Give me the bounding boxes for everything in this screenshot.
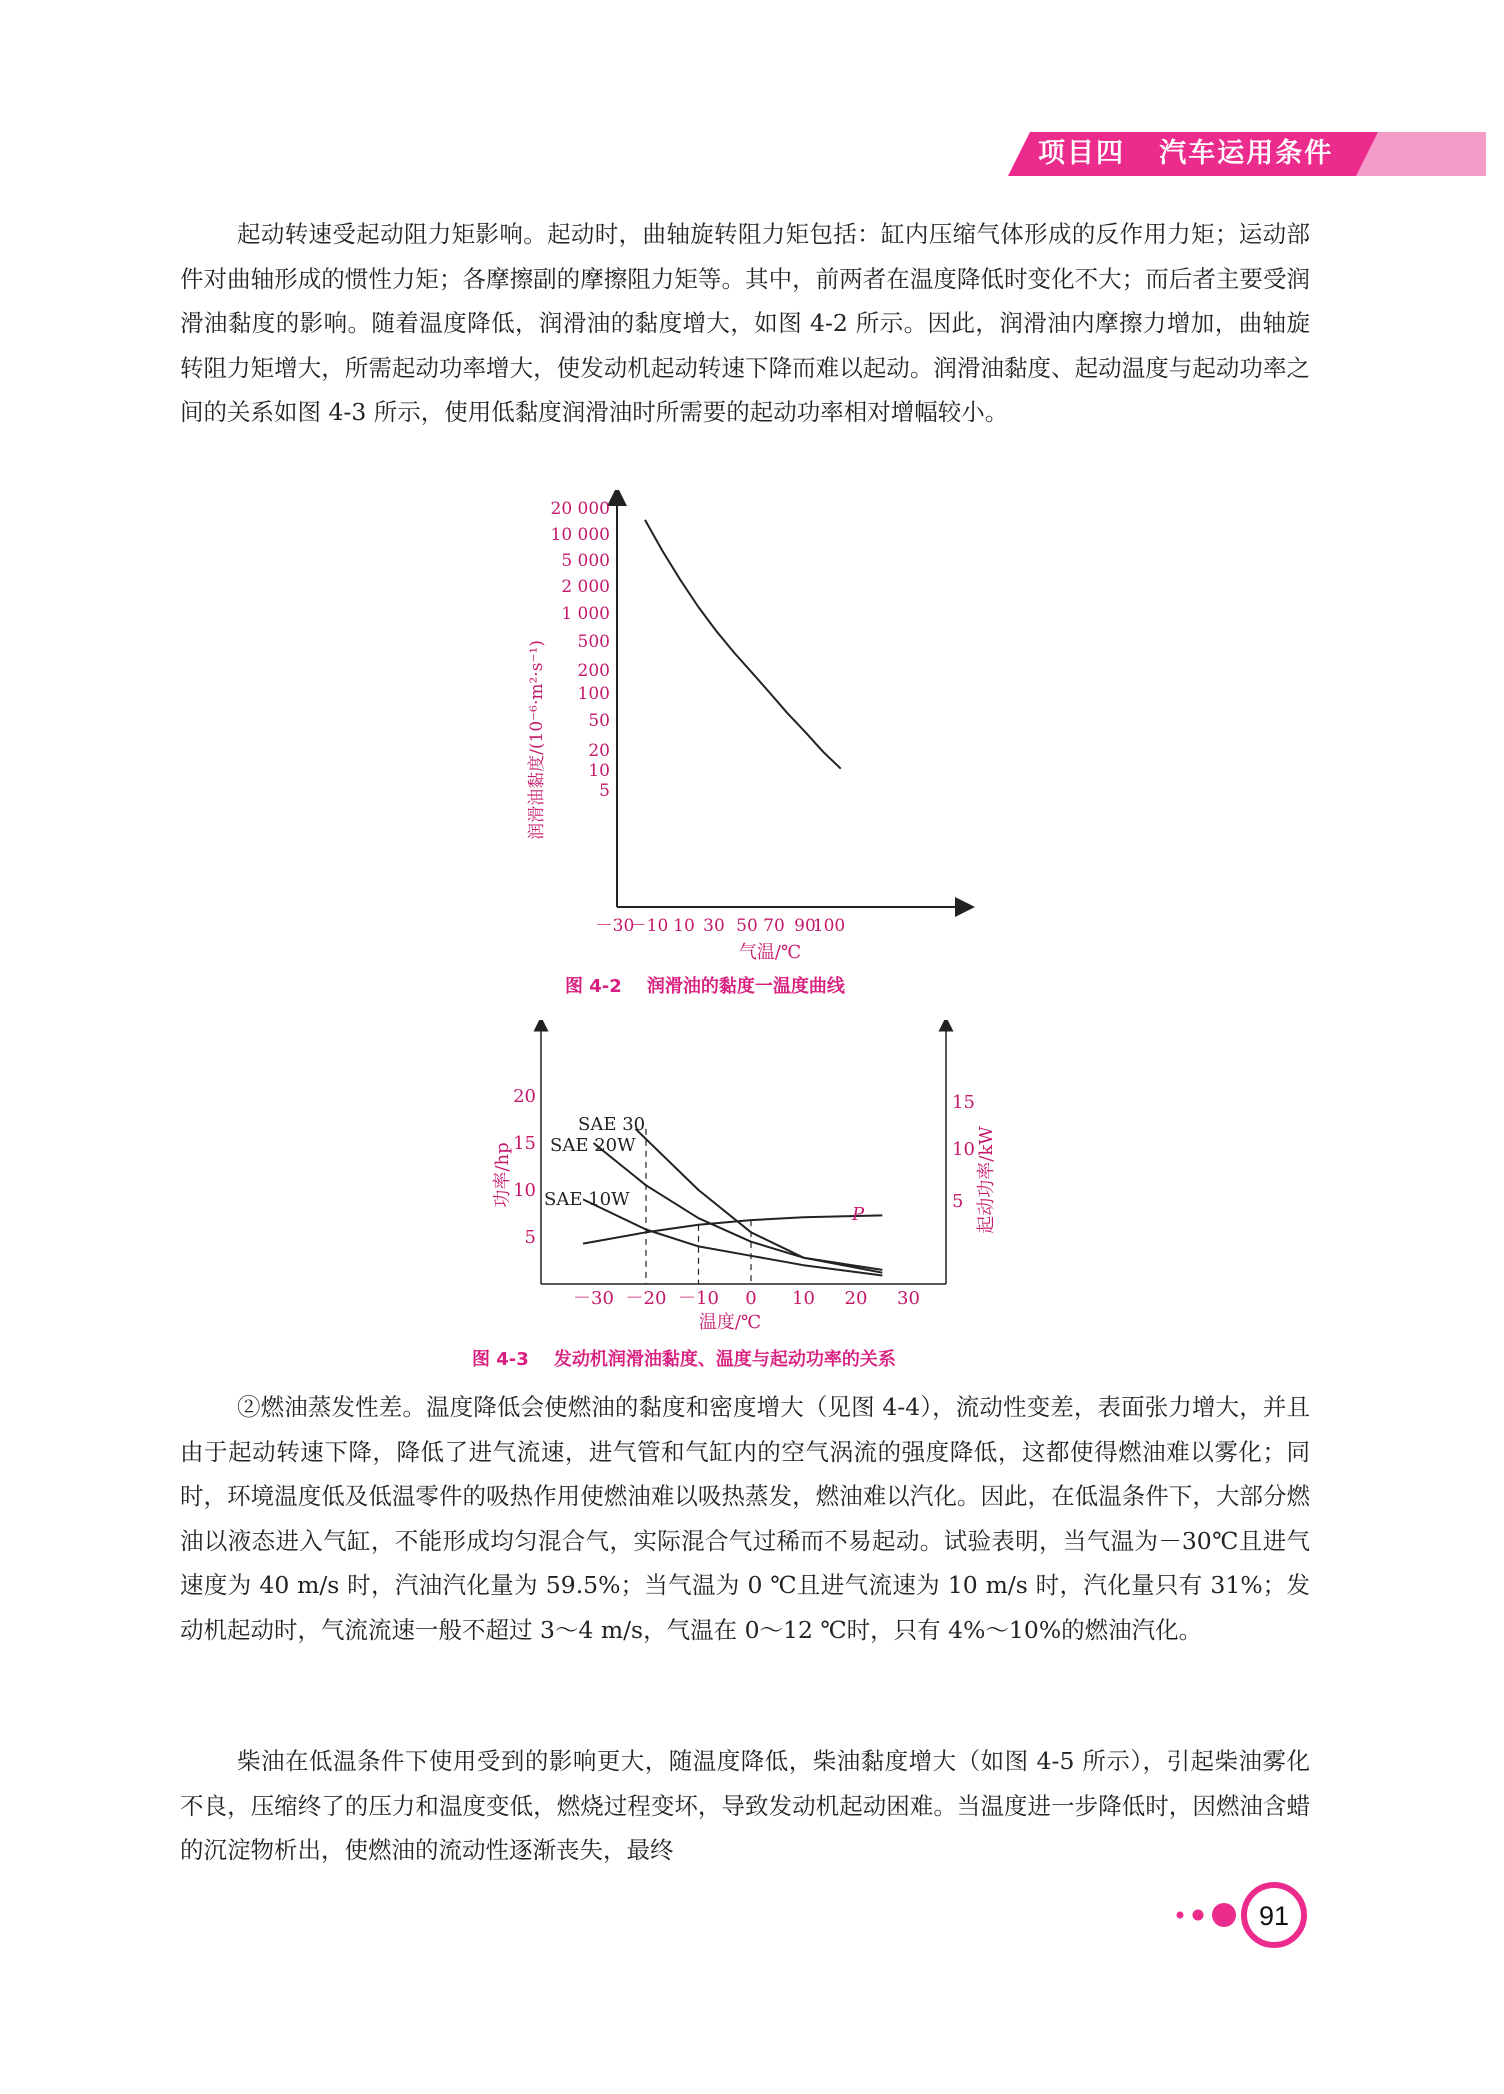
right-tick-label: 5 (952, 1191, 964, 1212)
paragraph-3: 柴油在低温条件下使用受到的影响更大，随温度降低，柴油黏度增大（如图 4-5 所示），引起柴油雾化不良，压缩终了的压力和温度变低，燃烧过程变坏，导致发动机起动困难。当温度进一步降低时，因燃油含蜡的沉淀物析出，使燃油的流动性逐渐丧失，最终 (180, 1747, 1310, 1864)
x-tick-label: －10 (678, 1288, 719, 1309)
paragraph-1: 起动转速受起动阻力矩影响。起动时，曲轴旋转阻力矩包括：缸内压缩气体形成的反作用力矩；运动部件对曲轴形成的惯性力矩；各摩擦副的摩擦阻力矩等。其中，前两者在温度降低时变化不大；而后者主要受润滑油黏度的影响。随着温度降低，润滑油的黏度增大，如图 4-2 所示。因此，润滑油内摩擦力增加，曲轴旋转阻力矩增大，所需起动功率增大，使发动机起动转速下降而难以起动。润滑油黏度、起动温度与起动功率之间的关系如图 4-3 所示，使用低黏度润滑油时所需要的起动功率相对增幅较小。 (180, 220, 1310, 426)
y-tick-label: 1 000 (561, 604, 610, 624)
decor-dot-small (1177, 1912, 1184, 1919)
right-tick-label: 10 (952, 1139, 975, 1160)
x-tick-label: 50 (736, 916, 758, 936)
x-tick-label: 0 (745, 1288, 757, 1309)
y-tick-label: 20 (588, 741, 610, 761)
y-tick-label: 10 (588, 761, 610, 781)
decor-dot-large (1212, 1903, 1236, 1927)
curve-p (583, 1215, 882, 1243)
y-tick-label: 200 (577, 661, 610, 681)
left-tick-label: 20 (513, 1086, 536, 1107)
x-tick-label: 90 (794, 916, 816, 936)
x-tick-label: 20 (844, 1288, 868, 1309)
right-y-axis-label: 起动功率/kW (976, 1126, 997, 1234)
x-tick-label: 70 (763, 916, 785, 936)
x-tick-label: －10 (629, 916, 669, 936)
x-tick-label: 100 (812, 916, 846, 936)
y-tick-label: 5 000 (561, 551, 610, 571)
x-axis-label: 气温/℃ (738, 942, 802, 963)
curve-label-p: P (852, 1204, 865, 1225)
x-tick-label: 30 (703, 916, 725, 936)
x-tick-label: －20 (625, 1288, 667, 1309)
left-tick-label: 5 (524, 1227, 536, 1248)
figure-4-3-caption: 图 4-3 发动机润滑油黏度、温度与起动功率的关系 (472, 1349, 896, 1370)
x-tick-label: 10 (673, 916, 695, 936)
left-tick-label: 15 (513, 1133, 536, 1154)
y-tick-label: 50 (588, 711, 610, 731)
x-tick-label: －30 (595, 916, 635, 936)
curve-label-sae10w: SAE 10W (544, 1189, 630, 1210)
curve-label-sae20w: SAE 20W (550, 1135, 636, 1156)
right-tick-label: 15 (952, 1092, 975, 1113)
y-tick-label: 5 (599, 781, 610, 801)
viscosity-curve (645, 520, 841, 769)
decor-dot-medium (1193, 1910, 1204, 1921)
x-axis-label: 温度/℃ (698, 1312, 762, 1333)
y-tick-label: 100 (577, 684, 610, 704)
page-number: 91 (1258, 1901, 1290, 1931)
x-tick-label: 30 (897, 1288, 920, 1309)
x-tick-label: 10 (792, 1288, 815, 1309)
curve-sae-30 (636, 1129, 883, 1270)
curve-label-sae30: SAE 30 (578, 1114, 646, 1135)
section-title: 项目四 汽车运用条件 (1038, 138, 1334, 169)
y-tick-label: 20 000 (550, 499, 610, 519)
paragraph-2: ②燃油蒸发性差。温度降低会使燃油的黏度和密度增大（见图 4-4），流动性变差，表面张力增大，并且由于起动转速下降，降低了进气流速，进气管和气缸内的空气涡流的强度降低，这都使得燃油难以雾化；同时，环境温度低及低温零件的吸热作用使燃油难以吸热蒸发，燃油难以汽化。因此，在低温条件下，大部分燃油以液态进入气缸，不能形成均匀混合气，实际混合气过稀而不易起动。试验表明，当气温为－30℃且进气速度为 40 m/s 时，汽油汽化量为 59.5%；当气温为 0 ℃且进气流速为 10 m/s 时，汽化量只有 31%；发动机起动时，气流流速一般不超过 3～4 m/s，气温在 0～12 ℃时，只有 4%～10%的燃油汽化。 (180, 1393, 1310, 1644)
page-number-badge (1150, 1880, 1320, 1950)
y-tick-label: 2 000 (561, 577, 610, 597)
figure-4-2-chart (520, 490, 980, 965)
left-tick-label: 10 (513, 1180, 536, 1201)
figure-4-2-caption: 图 4-2 润滑油的黏度一温度曲线 (565, 976, 845, 997)
figure-4-3-chart (480, 1020, 1020, 1340)
y-tick-label: 10 000 (550, 525, 610, 545)
y-axis-label: 润滑油黏度/(10⁻⁶·m²·s⁻¹) (527, 640, 547, 840)
x-tick-label: －30 (573, 1288, 614, 1309)
y-tick-label: 500 (577, 632, 610, 652)
left-y-axis-label: 功率/hp (492, 1142, 513, 1208)
